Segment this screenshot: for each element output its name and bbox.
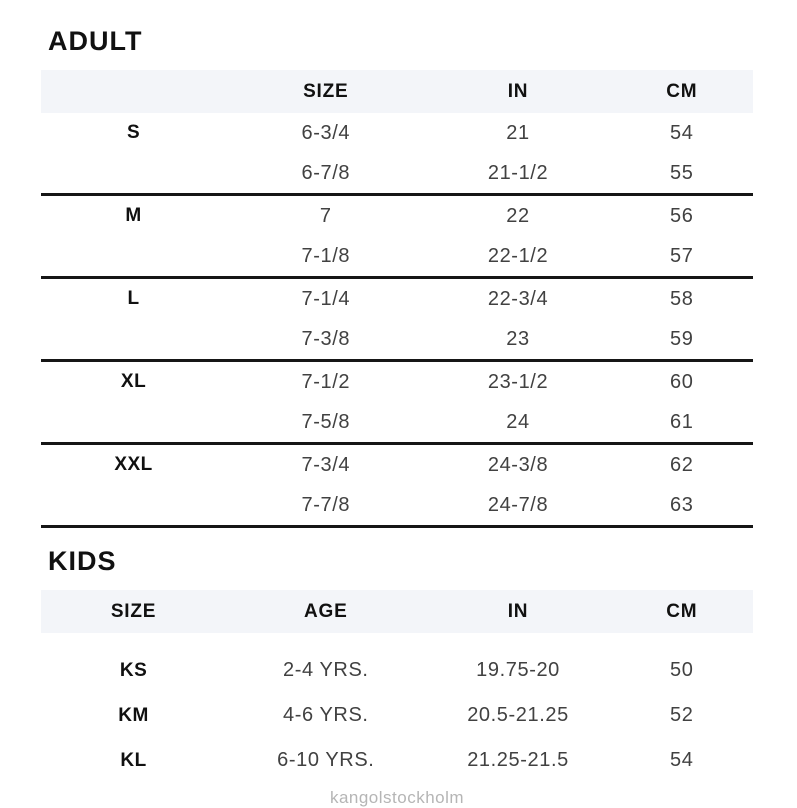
- kids-header-spacer: [41, 633, 753, 648]
- table-row: [41, 693, 753, 738]
- cell-cm: 56: [670, 204, 694, 227]
- cell-size: 7-3/4: [301, 453, 351, 476]
- footer-brand: kangolstockholm: [329, 788, 465, 807]
- kids-table-header-row: [41, 590, 753, 633]
- adult-table-header-row: [41, 70, 753, 113]
- cell-in: 22: [506, 204, 530, 227]
- adult-header-in: IN: [507, 80, 529, 102]
- cell-cm: 62: [670, 453, 694, 476]
- cell-cm: 54: [670, 121, 694, 144]
- table-row: [41, 236, 753, 276]
- table-row: [41, 362, 753, 402]
- cell-size: 6-3/4: [301, 121, 351, 144]
- cell-size: 7-7/8: [301, 493, 351, 516]
- cell-cm: 55: [670, 161, 694, 184]
- cell-cm: 63: [670, 493, 694, 516]
- size-group-label: L: [127, 288, 140, 309]
- table-row: [41, 485, 753, 525]
- size-group-label: S: [126, 122, 141, 143]
- cell-in: 20.5-21.25: [467, 704, 569, 726]
- size-group-xxl: [41, 445, 753, 528]
- cell-in: 23: [506, 327, 530, 350]
- table-row: [41, 648, 753, 693]
- table-row: [41, 445, 753, 485]
- size-group-m: [41, 196, 753, 279]
- cell-age: 4-6 YRS.: [282, 704, 369, 726]
- section-spacer: [41, 528, 753, 548]
- cell-in: 24: [506, 410, 530, 433]
- kids-size-table: [41, 590, 753, 783]
- table-row: [41, 738, 753, 783]
- cell-cm: 57: [670, 244, 694, 267]
- cell-age: 6-10 YRS.: [277, 749, 375, 771]
- size-group-label: M: [125, 205, 142, 226]
- cell-cm: 52: [670, 704, 694, 726]
- size-group-l: [41, 279, 753, 362]
- cell-cm: 60: [670, 370, 694, 393]
- adult-section-title: ADULT: [48, 26, 143, 56]
- adult-header-cm: CM: [666, 80, 698, 102]
- cell-in: 21: [506, 121, 530, 144]
- kids-header-age: AGE: [304, 600, 348, 622]
- cell-in: 19.75-20: [476, 659, 560, 681]
- cell-in: 21-1/2: [487, 161, 549, 184]
- adult-header-size: SIZE: [303, 80, 349, 102]
- cell-in: 22-3/4: [487, 287, 549, 310]
- table-row: [41, 113, 753, 153]
- cell-size: 7-1/8: [301, 244, 351, 267]
- kids-header-size: SIZE: [110, 600, 157, 622]
- size-group-s: [41, 113, 753, 196]
- cell-size: 7-5/8: [301, 410, 351, 433]
- cell-cm: 50: [670, 659, 694, 681]
- adult-size-table: [41, 70, 753, 528]
- size-group-xl: [41, 362, 753, 445]
- cell-in: 22-1/2: [487, 244, 549, 267]
- cell-in: 23-1/2: [487, 370, 549, 393]
- cell-in: 24-3/8: [487, 453, 549, 476]
- cell-cm: 59: [670, 327, 694, 350]
- cell-cm: 54: [670, 749, 694, 771]
- cell-in: 24-7/8: [487, 493, 549, 516]
- table-row: [41, 153, 753, 193]
- kids-size-label: KM: [118, 704, 149, 726]
- kids-size-label: KL: [120, 749, 147, 771]
- kids-header-cm: CM: [666, 600, 698, 622]
- kids-section-title: KIDS: [48, 546, 117, 576]
- cell-size: 7-1/4: [301, 287, 351, 310]
- size-group-label: XL: [120, 371, 147, 392]
- cell-cm: 61: [670, 410, 694, 433]
- cell-age: 2-4 YRS.: [282, 659, 369, 681]
- kids-header-in: IN: [507, 600, 529, 622]
- kids-size-label: KS: [119, 659, 148, 681]
- table-row: [41, 402, 753, 442]
- cell-in: 21.25-21.5: [467, 749, 569, 771]
- size-group-label: XXL: [114, 454, 153, 475]
- cell-cm: 58: [670, 287, 694, 310]
- cell-size: 6-7/8: [301, 161, 351, 184]
- cell-size: 7-1/2: [301, 370, 351, 393]
- cell-size: 7: [319, 204, 332, 227]
- table-row: [41, 196, 753, 236]
- table-row: [41, 319, 753, 359]
- cell-size: 7-3/8: [301, 327, 351, 350]
- table-row: [41, 279, 753, 319]
